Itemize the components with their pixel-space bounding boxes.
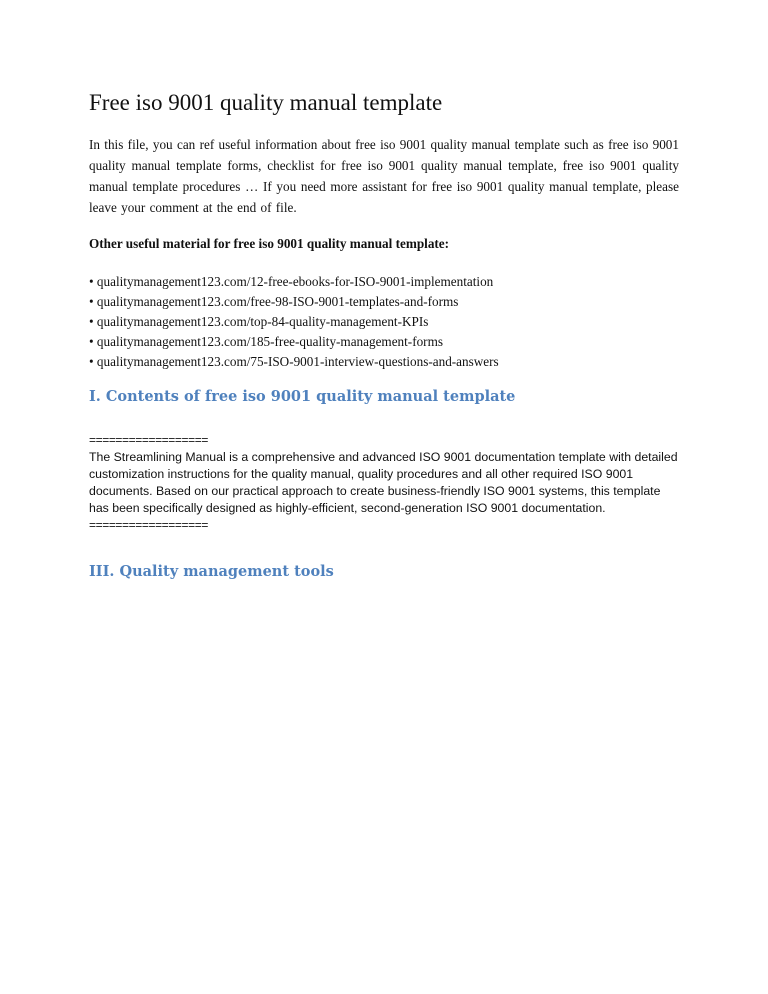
section-contents-heading: I. Contents of free iso 9001 quality manual template	[89, 388, 516, 405]
intro-paragraph: In this file, you can ref useful information about free iso 9001 quality manual template such as free iso 9001 quality manual template forms, checklist for free iso 9001 quality manual template, free iso 9001 quality manual template procedures … If you need more assistant for free iso 9001 quality manual template, please leave your comment at the end of file.	[89, 137, 679, 215]
divider-bottom: ==================	[89, 518, 208, 532]
material-link[interactable]: • qualitymanagement123.com/75-ISO-9001-interview-questions-and-answers	[89, 354, 499, 369]
material-link[interactable]: • qualitymanagement123.com/top-84-quality-management-KPIs	[89, 314, 429, 329]
other-material-heading: Other useful material for free iso 9001 quality manual template:	[89, 236, 450, 251]
section-contents-body: The Streamlining Manual is a comprehensive and advanced ISO 9001 documentation template with detailed customization instructions for the quality manual, quality procedures and all other required ISO 9001 documents. Based on our practical approach to create business-friendly ISO 9001 systems, this template has been specifically designed as highly-efficient, second-generation ISO 9001 documentation.	[89, 450, 678, 515]
document-page	[89, 88, 679, 607]
material-link[interactable]: • qualitymanagement123.com/free-98-ISO-9001-templates-and-forms	[89, 294, 459, 309]
section-tools-heading: III. Quality management tools	[89, 563, 334, 580]
divider-top: ==================	[89, 433, 208, 447]
material-link[interactable]: • qualitymanagement123.com/185-free-quality-management-forms	[89, 334, 443, 349]
document-title: Free iso 9001 quality manual template	[89, 90, 443, 115]
material-link[interactable]: • qualitymanagement123.com/12-free-ebooks-for-ISO-9001-implementation	[89, 274, 494, 289]
material-links-list	[89, 272, 679, 372]
